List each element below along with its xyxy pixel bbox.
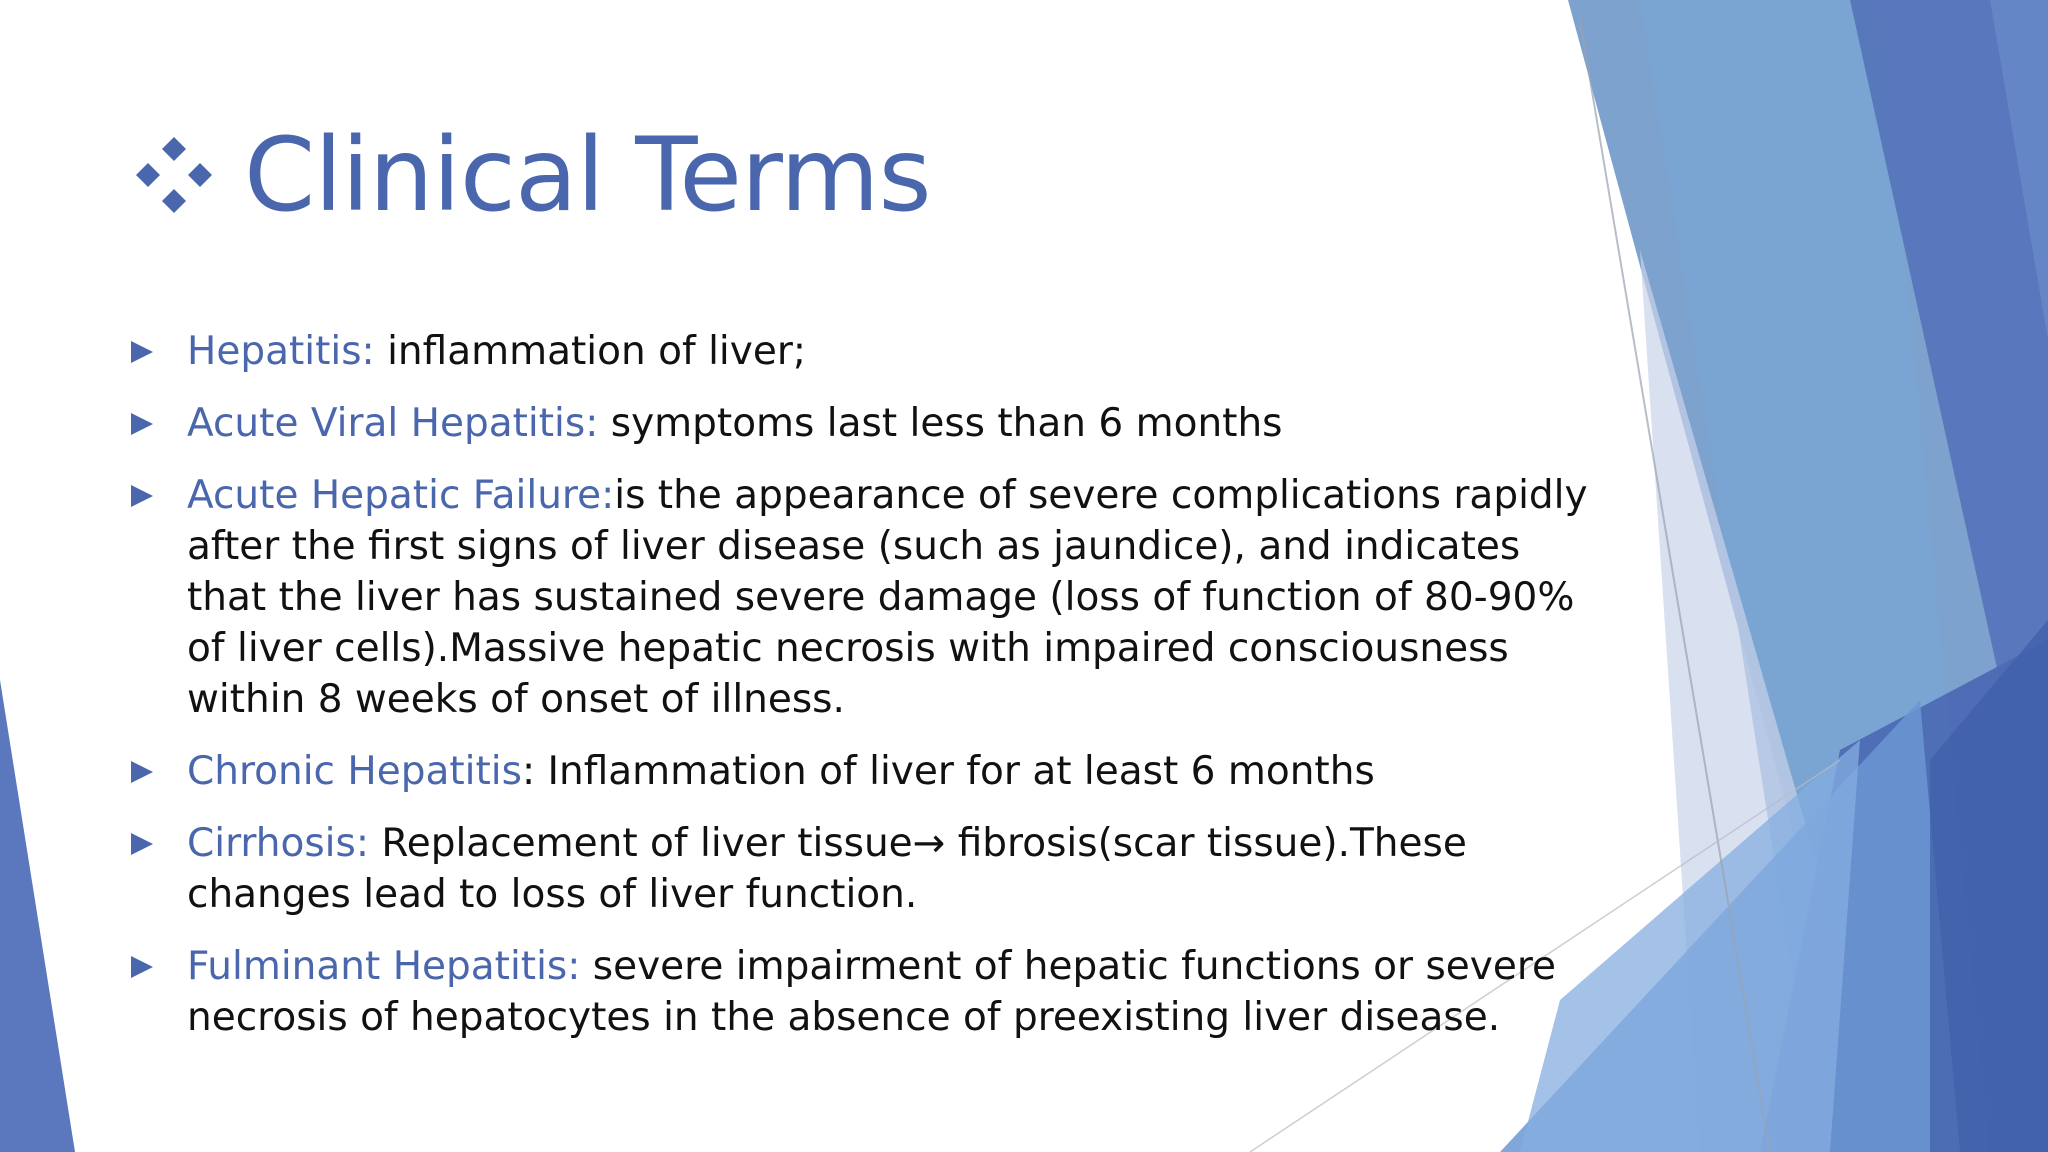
definition-item-cirrhosis xyxy=(130,818,1590,920)
slide-title: Clinical Terms xyxy=(244,115,931,235)
triangle-right-icon xyxy=(130,832,154,856)
triangle-right-icon xyxy=(130,412,154,436)
term: Acute Viral Hepatitis: xyxy=(187,401,599,446)
term: Cirrhosis: xyxy=(187,821,369,866)
definition-item-hepatitis xyxy=(130,326,1590,377)
definition-item-acute-viral-hepatitis xyxy=(130,398,1590,449)
triangle-right-icon xyxy=(130,955,154,979)
definition: inflammation of liver; xyxy=(374,329,806,374)
definition: severe impairment of hepatic functions or severe necrosis of hepatocytes in the absence of preexisting liver disease. xyxy=(187,944,1556,1040)
term: Fulminant Hepatitis: xyxy=(187,944,581,989)
title-row xyxy=(132,110,931,240)
definition-item-chronic-hepatitis xyxy=(130,746,1590,797)
triangle-right-icon xyxy=(130,484,154,508)
term: Hepatitis: xyxy=(187,329,375,374)
term: Chronic Hepatitis xyxy=(187,749,522,794)
triangle-right-icon xyxy=(130,340,154,364)
definition: symptoms last less than 6 months xyxy=(598,401,1283,446)
term: Acute Hepatic Failure: xyxy=(187,473,615,518)
four-diamond-bullet-icon xyxy=(132,133,216,217)
triangle-right-icon xyxy=(130,760,154,784)
definition: Replacement of liver tissue→ fibrosis(scar tissue).These changes lead to loss of liver function. xyxy=(187,821,1467,917)
definition-list xyxy=(130,326,1590,1064)
definition-item-acute-hepatic-failure xyxy=(130,470,1590,725)
definition-item-fulminant-hepatitis xyxy=(130,941,1590,1043)
definition: : Inflammation of liver for at least 6 months xyxy=(521,749,1375,794)
definition: is the appearance of severe complications rapidly after the first signs of liver disease (such as jaundice), and indicates that the liver has sustained severe damage (loss of function of 80-90% of liver cells).Massive hepatic necrosis with impaired consciousness within 8 weeks of onset of illness. xyxy=(187,473,1588,722)
